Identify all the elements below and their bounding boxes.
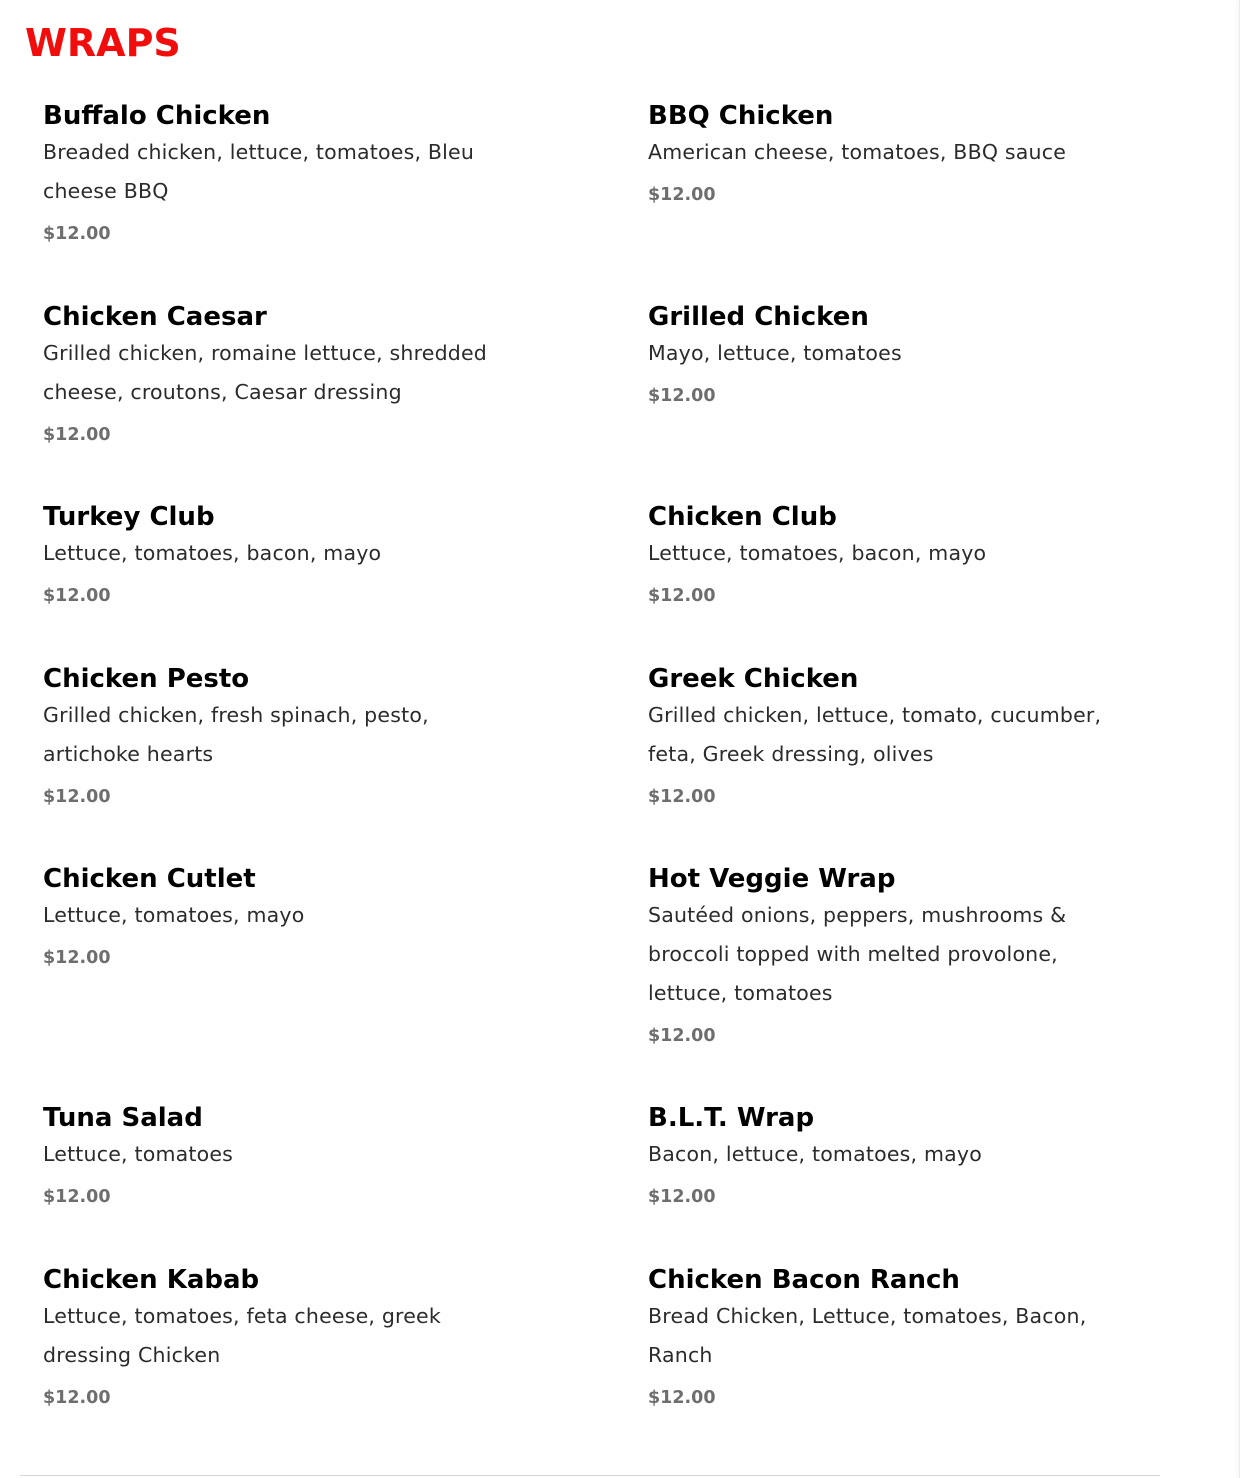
item-description: Breaded chicken, lettuce, tomatoes, Bleu cheese BBQ xyxy=(43,140,475,203)
item-price: $12.00 xyxy=(648,1187,716,1207)
item-description: Sautéed onions, peppers, mushrooms & broccoli topped with melted provolone, lettuce, tomatoes xyxy=(648,903,1067,1005)
menu-item-chicken-bacon-ranch xyxy=(648,1263,1128,1410)
item-description: Grilled chicken, lettuce, tomato, cucumber, feta, Greek dressing, olives xyxy=(648,703,1102,766)
item-price: $12.00 xyxy=(648,1388,716,1408)
item-name: BBQ Chicken xyxy=(648,101,834,131)
item-price: $12.00 xyxy=(43,425,111,445)
item-name: B.L.T. Wrap xyxy=(648,1103,815,1133)
item-price: $12.00 xyxy=(43,1187,111,1207)
item-name: Buffalo Chicken xyxy=(43,101,271,131)
menu-item-turkey-club xyxy=(43,500,523,608)
scrollbar[interactable] xyxy=(1239,0,1258,1478)
menu-item-chicken-club xyxy=(648,500,1128,608)
item-description: Bacon, lettuce, tomatoes, mayo xyxy=(648,1142,982,1166)
item-description: Lettuce, tomatoes, bacon, mayo xyxy=(648,541,987,565)
menu-item-bbq-chicken xyxy=(648,99,1128,207)
menu-item-chicken-cutlet xyxy=(43,862,523,970)
item-description: Grilled chicken, romaine lettuce, shredded cheese, croutons, Caesar dressing xyxy=(43,341,488,404)
item-price: $12.00 xyxy=(43,586,111,606)
item-name: Chicken Bacon Ranch xyxy=(648,1265,960,1295)
item-description: American cheese, tomatoes, BBQ sauce xyxy=(648,140,1067,164)
item-name: Tuna Salad xyxy=(43,1103,203,1133)
item-description: Grilled chicken, fresh spinach, pesto, artichoke hearts xyxy=(43,703,429,766)
menu-item-hot-veggie-wrap xyxy=(648,862,1128,1048)
menu-item-chicken-pesto xyxy=(43,662,523,809)
item-description: Lettuce, tomatoes xyxy=(43,1142,234,1166)
menu-item-buffalo-chicken xyxy=(43,99,523,246)
item-price: $12.00 xyxy=(648,1026,716,1046)
menu-item-grilled-chicken xyxy=(648,300,1128,408)
item-price: $12.00 xyxy=(43,948,111,968)
item-name: Greek Chicken xyxy=(648,664,859,694)
menu-item-chicken-caesar xyxy=(43,300,523,447)
item-description: Bread Chicken, Lettuce, tomatoes, Bacon, Ranch xyxy=(648,1304,1087,1367)
item-price: $12.00 xyxy=(43,1388,111,1408)
item-description: Lettuce, tomatoes, feta cheese, greek dressing Chicken xyxy=(43,1304,441,1367)
item-price: $12.00 xyxy=(648,386,716,406)
section-divider xyxy=(20,1475,1160,1476)
item-name: Chicken Cutlet xyxy=(43,864,256,894)
item-name: Turkey Club xyxy=(43,502,215,532)
item-name: Chicken Kabab xyxy=(43,1265,260,1295)
item-description: Lettuce, tomatoes, bacon, mayo xyxy=(43,541,382,565)
item-description: Lettuce, tomatoes, mayo xyxy=(43,903,305,927)
menu-item-tuna-salad xyxy=(43,1101,523,1209)
item-description: Mayo, lettuce, tomatoes xyxy=(648,341,902,365)
section-title: WRAPS xyxy=(25,21,181,65)
item-name: Chicken Caesar xyxy=(43,302,267,332)
item-name: Chicken Pesto xyxy=(43,664,250,694)
item-price: $12.00 xyxy=(648,185,716,205)
item-name: Chicken Club xyxy=(648,502,837,532)
menu-item-greek-chicken xyxy=(648,662,1128,809)
menu-item-blt-wrap xyxy=(648,1101,1128,1209)
item-price: $12.00 xyxy=(648,586,716,606)
item-price: $12.00 xyxy=(43,224,111,244)
item-name: Hot Veggie Wrap xyxy=(648,864,896,894)
item-price: $12.00 xyxy=(43,787,111,807)
item-name: Grilled Chicken xyxy=(648,302,869,332)
menu-item-chicken-kabab xyxy=(43,1263,523,1410)
item-price: $12.00 xyxy=(648,787,716,807)
